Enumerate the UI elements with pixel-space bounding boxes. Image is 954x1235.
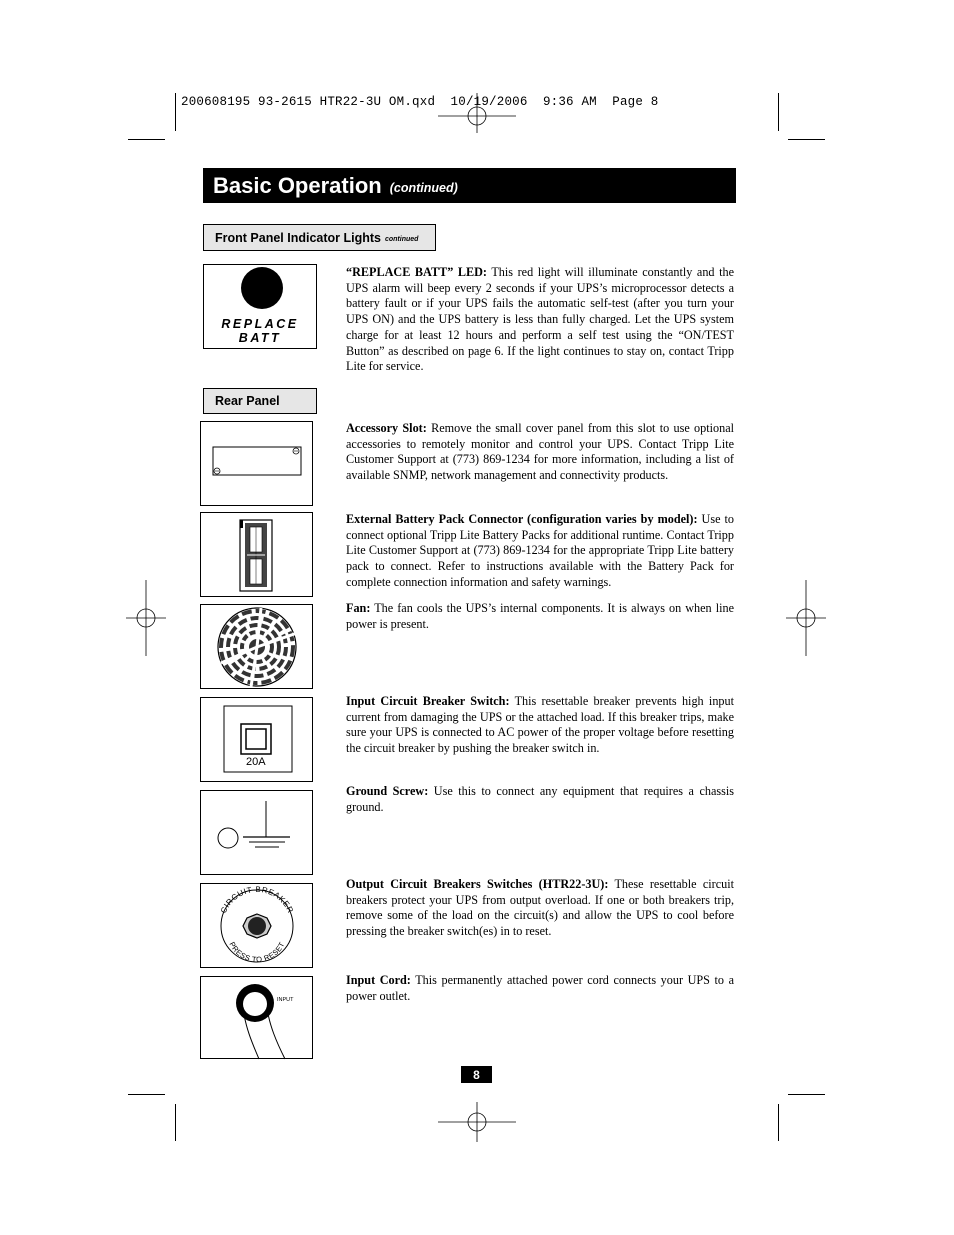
registration-mark-bottom [438, 1102, 516, 1142]
front-panel-heading-text: Front Panel Indicator Lights [215, 230, 381, 245]
battery-connector-figure [200, 512, 313, 597]
section-title: Ground Screw: [346, 784, 429, 798]
section-title: Accessory Slot: [346, 421, 427, 435]
page-number: 8 [461, 1066, 492, 1083]
svg-text:PRESS TO RESET [227, 940, 286, 964]
replace-batt-led-figure [203, 264, 317, 349]
output-breaker-figure [200, 883, 313, 968]
circuit-breaker-ring-text: CIRCUIT BREAKER [218, 884, 296, 915]
crop-mark [128, 139, 165, 140]
breaker-rating-label: 20A [246, 756, 266, 768]
svg-text:CIRCUIT BREAKER [219, 885, 295, 915]
replace-batt-label-line1: REPLACE [221, 317, 299, 331]
file-slug-line: 200608195 93-2615 HTR22-3U OM.qxd 10/19/2006 9:36 AM Page 8 [181, 95, 659, 109]
section-title: “REPLACE BATT” LED: [346, 265, 487, 279]
front-panel-heading [203, 224, 436, 251]
section-header-bar [203, 168, 736, 203]
registration-mark-right [786, 580, 826, 656]
section-title: Input Cord: [346, 973, 411, 987]
input-label: INPUT [277, 997, 294, 1003]
section-text: This resettable breaker prevents high input current from damaging the UPS or the attached load. If this breaker trips, make sure your UPS is connected to AC power of the proper voltage before resetting the circuit breaker by pushing the breaker switch in. [346, 694, 734, 756]
crop-mark [175, 93, 176, 131]
press-to-reset-ring-text: PRESS TO RESET [227, 940, 287, 965]
page-title: Basic Operation [213, 172, 382, 198]
input-breaker-figure [200, 697, 313, 782]
replace-batt-led-description [346, 265, 734, 375]
page-title-continued: (continued) [389, 181, 458, 195]
replace-batt-label-line2: BATT [238, 331, 282, 345]
rear-panel-heading-text: Rear Panel [215, 394, 280, 408]
crop-mark [788, 1094, 825, 1095]
crop-mark [778, 1104, 779, 1141]
ground-screw-figure [200, 790, 313, 875]
rear-panel-heading [203, 388, 317, 414]
section-title: Fan: [346, 601, 371, 615]
ground-screw-description [346, 784, 734, 815]
accessory-slot-figure [200, 421, 313, 506]
section-text: This permanently attached power cord connects your UPS to a power outlet. [346, 973, 735, 1003]
crop-mark [128, 1094, 165, 1095]
crop-mark [788, 139, 825, 140]
registration-mark-left [126, 580, 166, 656]
section-title: Input Circuit Breaker Switch: [346, 694, 510, 708]
registration-mark-top [438, 93, 516, 135]
input-breaker-description [346, 694, 734, 757]
section-title: External Battery Pack Connector (configuration varies by model): [346, 512, 698, 526]
section-text: Use to connect optional Tripp Lite Battery Packs for additional runtime. Contact Tripp Lite Customer Support at (773) 869-1234 for the appropriate Tripp Lite battery pack to connect. Refer to instructions available with the Battery Pack for complete connection information and safety warnings. [346, 512, 734, 589]
fan-description [346, 601, 734, 632]
input-cord-figure [200, 976, 313, 1059]
section-text: Use this to connect any equipment that requires a chassis ground. [346, 784, 734, 814]
section-text: These resettable circuit breakers protect your UPS from output overload. If one or both breakers trip, remove some of the load on the circuit(s) and allow the UPS to cool before pressing the breaker switch(es) in to reset. [346, 877, 734, 939]
input-cord-description [346, 973, 734, 1004]
section-title: Output Circuit Breakers Switches (HTR22-3U): [346, 877, 609, 891]
front-panel-heading-continued: continued [384, 235, 419, 243]
fan-figure [200, 604, 313, 689]
section-text: This red light will illuminate constantly and the UPS alarm will beep every 2 seconds if your UPS’s microprocessor detects a battery fault or if your UPS fails the automatic self-test (after you turn your UPS ON) and the UPS battery is less than fully charged. Let the UPS system charge for at least 12 hours and perform a self test using the “ON/TEST Button” as described on page 6. If the light continues to stay on, contact Tripp Lite for service. [346, 265, 734, 374]
battery-connector-description [346, 512, 734, 591]
section-text: The fan cools the UPS’s internal components. It is always on when line power is present. [346, 601, 734, 631]
crop-mark [175, 1104, 176, 1141]
crop-mark [778, 93, 779, 131]
section-text: Remove the small cover panel from this slot to use optional accessories to remotely monitor and control your UPS. Contact Tripp Lite Customer Support at (773) 869-1234 for more information, including a list of available SNMP, network management and connectivity products. [346, 421, 734, 483]
accessory-slot-description [346, 421, 734, 484]
output-breaker-description [346, 877, 734, 940]
